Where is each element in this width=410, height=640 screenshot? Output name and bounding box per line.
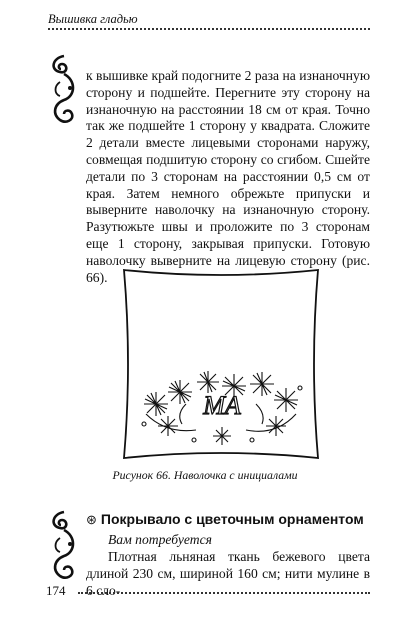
body-paragraph-1: к вышивке край подогните 2 раза на изнаночную сторону и подшейте. Перегните эту сторону на изнаночную на расстоянии 18 см от края. Точно так же подшейте 1 сторону у квадрата. Сложите 2 детали вместе лицевыми сторонами наружу, совмещая подшитую сторону со сгибом. Сшейте детали по 3 сторонам на расстоянии 0,5 см от края. Затем немного обрежьте припуски и выверните наволочку на изнаночную сторону. Разутюжьте швы и проложите по 3 сторонам еще 1 сторону, закрывая припуски. Готовую наволочку выверните на лицевую сторону (рис. 66). <box>86 68 370 285</box>
subheading: Вам потребуется <box>108 532 212 547</box>
section-title: Покрывало с цветочным орнаментом <box>100 511 364 527</box>
figure-caption: Рисунок 66. Наволочка с инициалами <box>112 468 298 482</box>
header-rule <box>48 28 370 30</box>
page-number: 174 <box>46 583 66 598</box>
body-paragraph-2: Плотная льняная ткань бежевого цвета длиной 230 см, шириной 160 см; нити мулине в 6 сло- <box>86 549 370 598</box>
footer-rule <box>78 592 370 594</box>
section-heading <box>86 511 364 528</box>
scroll-ornament-icon <box>46 508 82 588</box>
pillow-illustration <box>116 264 326 464</box>
running-head: Вышивка гладью <box>48 12 138 26</box>
figure-initials: МА <box>203 391 241 420</box>
flower-mark-icon: ⊛ <box>86 512 97 527</box>
scroll-ornament-icon <box>46 52 82 132</box>
